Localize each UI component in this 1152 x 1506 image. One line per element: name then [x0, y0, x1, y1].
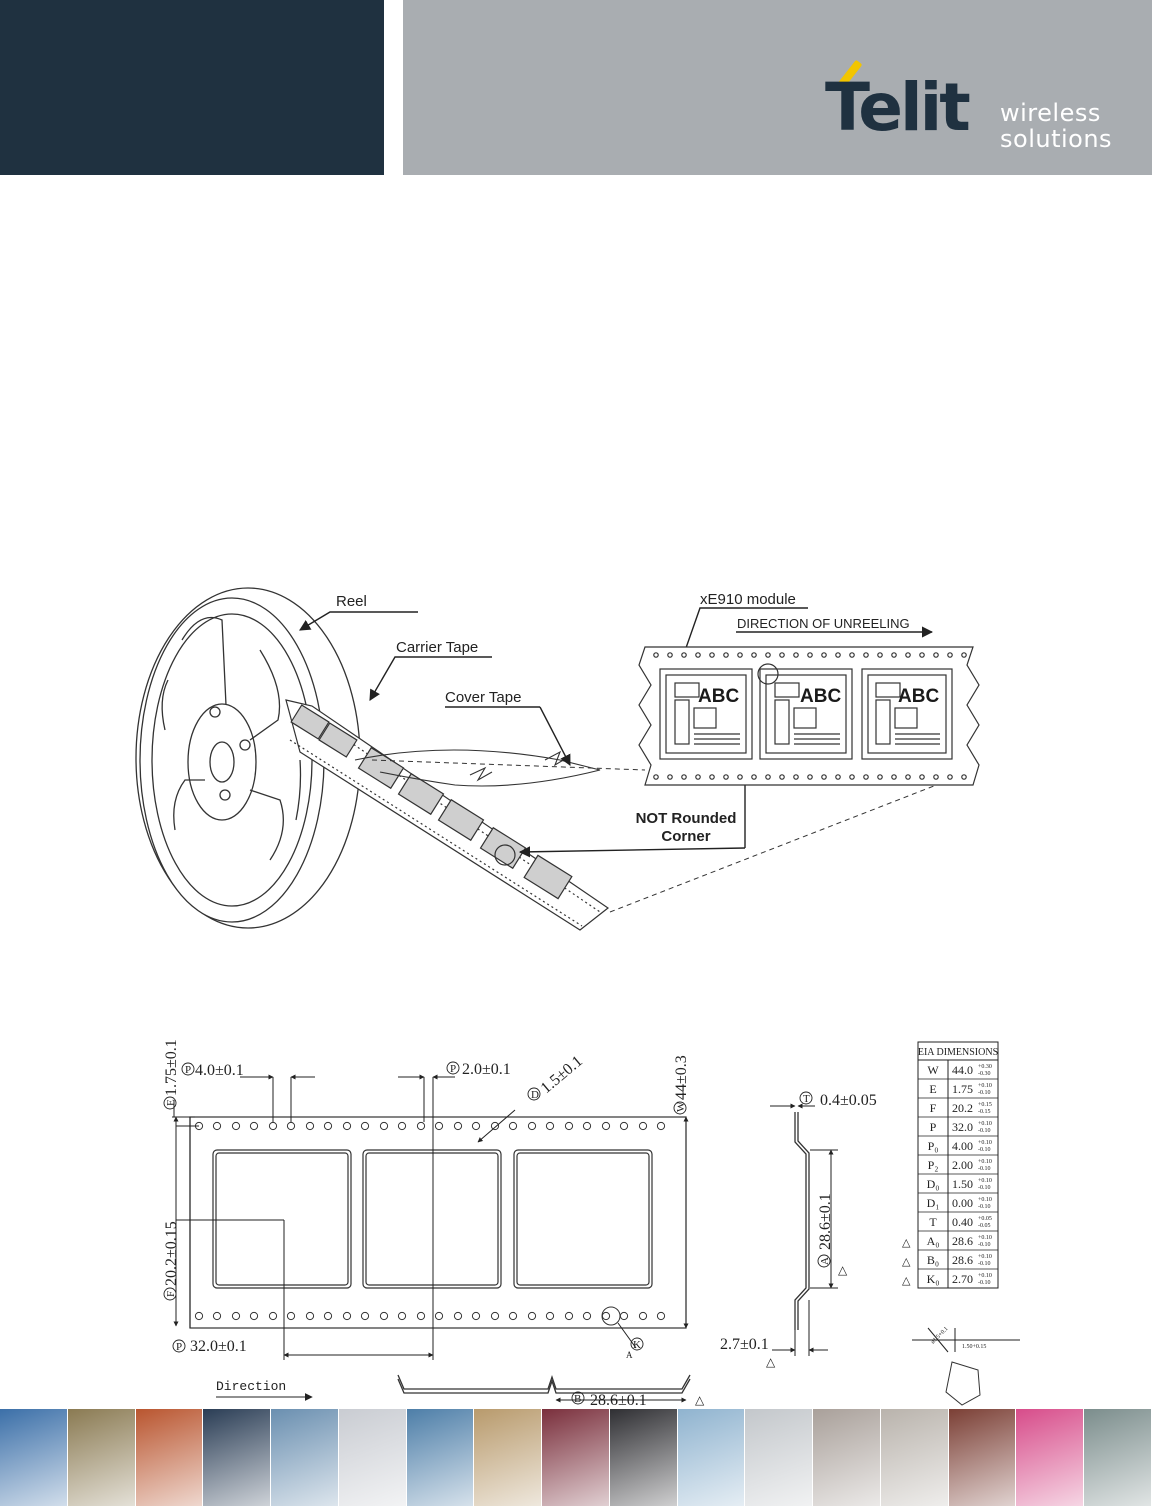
eia-row-symbol: D₁: [926, 1196, 940, 1210]
eia-row-plus-tolerance: +0.10: [978, 1140, 992, 1146]
tape-plan-view: [190, 1117, 686, 1328]
footer-photo-tile: [678, 1409, 746, 1506]
eia-row-value: 4.00: [952, 1139, 973, 1153]
a0-marker: A: [819, 1257, 831, 1265]
eia-row-plus-tolerance: +0.10: [978, 1121, 992, 1127]
eia-row-minus-tolerance: -0.10: [978, 1242, 991, 1248]
eia-row-plus-tolerance: +0.05: [978, 1216, 992, 1222]
e-marker: E: [165, 1099, 177, 1106]
eia-row-flag: △: [902, 1236, 911, 1249]
reel-label: Reel: [336, 593, 367, 610]
eia-row-symbol: E: [929, 1082, 937, 1096]
eia-row-minus-tolerance: -0.30: [978, 1071, 991, 1077]
eia-row-symbol: F: [929, 1101, 937, 1115]
k0-dimension: 2.7±0.1: [720, 1336, 769, 1353]
eia-row-value: 2.00: [952, 1158, 973, 1172]
p0-marker: P: [185, 1064, 192, 1076]
tolerance-flag-k0: △: [766, 1355, 776, 1369]
carrier-tape-strip: [286, 700, 608, 930]
eia-row-plus-tolerance: +0.15: [978, 1102, 992, 1108]
eia-row-plus-tolerance: +0.10: [978, 1159, 992, 1165]
eia-row-symbol: T: [929, 1215, 937, 1229]
footer-photo-tile: [203, 1409, 271, 1506]
b0-dimension: 28.6±0.1: [590, 1392, 647, 1409]
f-marker: F: [165, 1290, 177, 1297]
e-dimension: 1.75±0.1: [163, 1039, 180, 1096]
eia-row-flag: △: [902, 1274, 911, 1287]
footer-photo-tile: [136, 1409, 204, 1506]
direction-label: DIRECTION OF UNREELING: [737, 616, 910, 631]
eia-table-title: EIA DIMENSIONS: [917, 1047, 999, 1058]
hole-diameter-label: ø1.5+0.1: [930, 1326, 950, 1346]
w-marker: W: [675, 1101, 687, 1112]
eia-row-minus-tolerance: -0.10: [978, 1128, 991, 1134]
footer-photo-tile: [881, 1409, 949, 1506]
t-marker: T: [803, 1093, 810, 1105]
w-dimension: 44±0.3: [673, 1055, 690, 1100]
hole-position-label: 1.50+0.15: [962, 1344, 987, 1350]
d0-dimension: 1.5±0.1: [537, 1052, 586, 1098]
eia-row-plus-tolerance: +0.10: [978, 1273, 992, 1279]
tolerance-flag-b0: △: [695, 1393, 705, 1407]
eia-row-minus-tolerance: -0.10: [978, 1280, 991, 1286]
reel-flange: [140, 598, 324, 922]
t-dimension: 0.4±0.05: [820, 1092, 877, 1109]
logo-tagline-1: wireless: [1000, 99, 1101, 127]
eia-dimensions-table: [902, 1042, 998, 1288]
p0-dimension: 4.0±0.1: [195, 1062, 244, 1079]
eia-row-plus-tolerance: +0.10: [978, 1254, 992, 1260]
eia-row-value: 28.6: [952, 1253, 973, 1267]
footer-photo-tile: [68, 1409, 136, 1506]
eia-row-symbol: D₀: [926, 1177, 940, 1191]
footer-photo-tile: [949, 1409, 1017, 1506]
a0-dimension: 28.6±0.1: [817, 1193, 834, 1250]
not-rounded-label-1: NOT Rounded: [635, 810, 737, 827]
footer-photo-tile: [1084, 1409, 1152, 1506]
eia-row-symbol: P₂: [927, 1158, 939, 1172]
footer-photo-tile: [0, 1409, 68, 1506]
eia-row-symbol: W: [927, 1063, 939, 1077]
eia-row-plus-tolerance: +0.10: [978, 1178, 992, 1184]
not-rounded-label-2: Corner: [661, 828, 711, 845]
cover-tape-label: Cover Tape: [445, 689, 522, 706]
eia-row-minus-tolerance: -0.10: [978, 1090, 991, 1096]
corner-callout-left: [520, 848, 745, 852]
module-label: xE910 module: [700, 591, 796, 608]
eia-row-flag: △: [902, 1255, 911, 1268]
p-marker: P: [176, 1341, 183, 1353]
eia-row-value: 0.00: [952, 1196, 973, 1210]
logo-wordmark: Telit: [825, 69, 968, 146]
eia-row-minus-tolerance: -0.10: [978, 1261, 991, 1267]
b0-marker: B: [574, 1393, 582, 1405]
pocket-2-text: ABC: [800, 686, 842, 707]
eia-row-value: 28.6: [952, 1234, 973, 1248]
p-dimension: 32.0±0.1: [190, 1338, 247, 1355]
eia-row-symbol: P: [929, 1120, 937, 1134]
footer-photo-tile: [474, 1409, 542, 1506]
eia-row-value: 2.70: [952, 1272, 973, 1286]
eia-row-value: 1.75: [952, 1082, 973, 1096]
reel-callout-line: [300, 612, 418, 630]
eia-row-plus-tolerance: +0.30: [978, 1064, 992, 1070]
eia-row-minus-tolerance: -0.15: [978, 1109, 991, 1115]
p2-dimension: 2.0±0.1: [462, 1061, 511, 1078]
direction-text: Direction: [216, 1379, 287, 1394]
eia-row-minus-tolerance: -0.10: [978, 1204, 991, 1210]
eia-row-symbol: A₀: [926, 1234, 940, 1248]
eia-row-minus-tolerance: -0.05: [978, 1223, 991, 1229]
footer-photo-tile: [745, 1409, 813, 1506]
eia-row-minus-tolerance: -0.10: [978, 1185, 991, 1191]
k0-sub-marker: A: [626, 1350, 633, 1360]
carrier-tape-label: Carrier Tape: [396, 639, 479, 656]
eia-row-value: 0.40: [952, 1215, 973, 1229]
eia-row-plus-tolerance: +0.10: [978, 1083, 992, 1089]
eia-row-minus-tolerance: -0.10: [978, 1166, 991, 1172]
eia-row-plus-tolerance: +0.10: [978, 1235, 992, 1241]
d0-marker: D: [531, 1089, 539, 1101]
p2-marker: P: [450, 1063, 457, 1075]
eia-row-symbol: P₀: [927, 1139, 939, 1153]
eia-row-value: 44.0: [952, 1063, 973, 1077]
eia-row-symbol: K₀: [926, 1272, 940, 1286]
eia-row-minus-tolerance: -0.10: [978, 1147, 991, 1153]
footer-photo-tile: [813, 1409, 881, 1506]
eia-row-symbol: B₀: [926, 1253, 940, 1267]
eia-row-value: 20.2: [952, 1101, 973, 1115]
pocket-3-text: ABC: [898, 686, 940, 707]
footer-photo-tile: [271, 1409, 339, 1506]
f-dimension: 20.2±0.15: [163, 1221, 180, 1286]
footer-photo-tile: [1016, 1409, 1084, 1506]
eia-row-value: 32.0: [952, 1120, 973, 1134]
footer-photo-tile: [407, 1409, 475, 1506]
tape-detail-view: [639, 647, 979, 785]
eia-row-plus-tolerance: +0.10: [978, 1197, 992, 1203]
pocket-1-text: ABC: [698, 686, 740, 707]
cover-tape-callout-line: [540, 707, 570, 765]
k0-marker: K: [633, 1339, 641, 1351]
footer-photo-strip: [0, 1409, 1152, 1506]
footer-photo-tile: [542, 1409, 610, 1506]
eia-row-value: 1.50: [952, 1177, 973, 1191]
tolerance-flag-side: △: [838, 1263, 848, 1277]
footer-photo-tile: [339, 1409, 407, 1506]
logo-tagline-2: solutions: [1000, 125, 1113, 153]
footer-photo-tile: [610, 1409, 678, 1506]
